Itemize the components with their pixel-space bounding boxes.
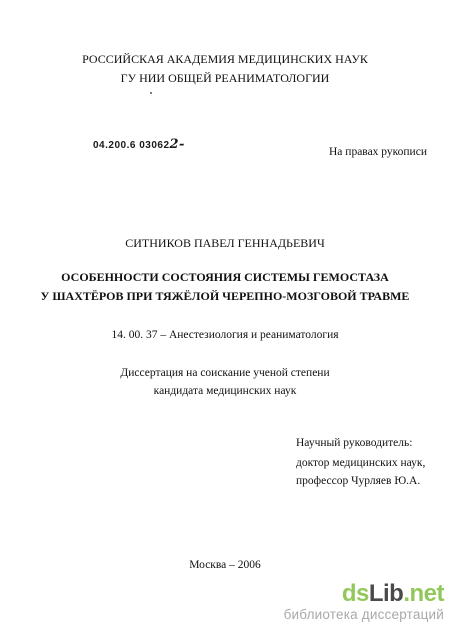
specialty-code: 14. 00. 37 – Анестезиология и реаниматология — [111, 329, 339, 341]
stamp-handwritten-mark: 2- — [169, 137, 185, 152]
advisor-label: Научный руководитель: — [296, 437, 413, 449]
degree-line-1: Диссертация на соискание ученой степени — [120, 367, 330, 379]
advisor-name: профессор Чурляев Ю.А. — [296, 475, 421, 487]
institute-name: ГУ НИИ ОБЩЕЙ РЕАНИМАТОЛОГИИ — [120, 71, 330, 85]
advisor-degree: доктор медицинских наук, — [296, 457, 426, 469]
dslib-logo: dsLib.net — [341, 580, 444, 607]
dslib-watermark — [284, 581, 444, 622]
scan-speck — [150, 92, 152, 94]
registration-stamp — [93, 138, 185, 153]
city-year: Москва – 2006 — [189, 559, 261, 571]
stamp-number: 04.200.6 03062 — [93, 140, 170, 151]
author-name: СИТНИКОВ ПАВЕЛ ГЕННАДЬЕВИЧ — [125, 236, 325, 250]
rights-notice: На правах рукописи — [329, 146, 427, 158]
dissertation-title-line-2: У ШАХТЁРОВ ПРИ ТЯЖЁЛОЙ ЧЕРЕПНО-МОЗГОВОЙ ТРАВМЕ — [40, 289, 410, 303]
institution-name: РОССИЙСКАЯ АКАДЕМИЯ МЕДИЦИНСКИХ НАУК — [82, 52, 368, 66]
dslib-subtitle: библиотека диссертаций — [283, 607, 444, 622]
dissertation-title-line-1: ОСОБЕННОСТИ СОСТОЯНИЯ СИСТЕМЫ ГЕМОСТАЗА — [61, 270, 389, 284]
degree-line-2: кандидата медицинских наук — [153, 385, 297, 397]
